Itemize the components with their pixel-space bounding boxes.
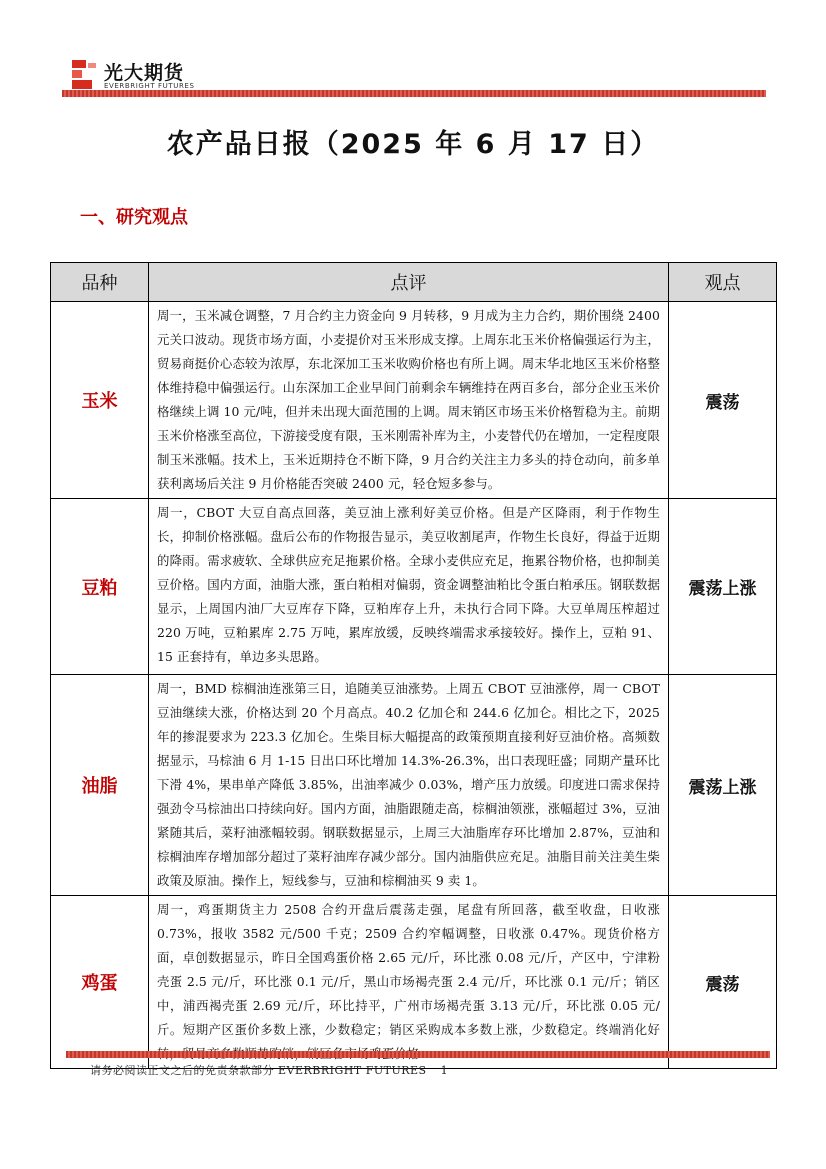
product-name: 玉米 [51, 302, 149, 499]
logo-text-cn: 光大期货 [104, 62, 185, 84]
section-heading: 一、研究观点 [80, 207, 188, 228]
table-row [51, 896, 777, 1069]
table-row [51, 302, 777, 499]
product-comment: 周一，CBOT 大豆自高点回落，美豆油上涨利好美豆价格。但是产区降雨，利于作物生长，抑制价格涨幅。盘后公布的作物报告显示，美豆收割尾声，作物生长良好，得益于近期的降雨。需求疲软、全球供应充足拖累价格。全球小麦供应充足，拖累谷物价格，也抑制美豆价格。国内方面，油脂大涨，蛋白粕相对偏弱，资金调整油粕比令蛋白粕承压。钢联数据显示，上周国内油厂大豆库存下降，豆粕库存上升，未执行合同下降。大豆单周压榨超过 220 万吨，豆粕累库 2.75 万吨，累库放缓，反映终端需求承接较好。操作上，豆粕 91、15 正套持有，单边多头思路。 [149, 499, 669, 675]
product-view: 震荡上涨 [669, 499, 777, 675]
column-header-comment: 点评 [149, 263, 669, 302]
report-title: 农产品日报（2025 年 6 月 17 日） [166, 129, 660, 160]
everbright-logo-icon [72, 60, 98, 90]
product-view: 震荡 [669, 302, 777, 499]
page-number: 1 [440, 1064, 449, 1077]
column-header-view: 观点 [669, 263, 777, 302]
product-name: 豆粕 [51, 499, 149, 675]
research-views-table [50, 262, 777, 1069]
disclaimer-text: 请务必阅读正文之后的免责条款部分 EVERBRIGHT FUTURES [90, 1064, 427, 1077]
product-comment: 周一，BMD 棕榈油连涨第三日，追随美豆油涨势。上周五 CBOT 豆油涨停，周一 CBOT 豆油继续大涨，价格达到 20 个月高点。40.2 亿加仑和 244.6 亿加仑。相比之下，2025 年的掺混要求为 223.3 亿加仑。生柴目标大幅提高的政策预期直接利好豆油价格。高频数据显示，马棕油 6 月 1-15 日出口环比增加 14.3%-26.3%，出口表现旺盛；同期产量环比下滑 4%，果串单产降低 3.85%，出油率减少 0.03%，增产压力放缓。印度进口需求保持强劲令马棕油出口持续向好。国内方面，油脂跟随走高，棕榈油领涨，涨幅超过 3%，豆油紧随其后，菜籽油涨幅较弱。钢联数据显示，上周三大油脂库存环比增加 2.87%，豆油和棕榈油库存增加部分超过了菜籽油库存减少部分。国内油脂供应充足。油脂目前关注美生柴政策及原油。操作上，短线参与，豆油和棕榈油买 9 卖 1。 [149, 675, 669, 896]
product-name: 鸡蛋 [51, 896, 149, 1069]
column-header-product: 品种 [51, 263, 149, 302]
header-rule [62, 90, 766, 97]
table-header-row [51, 263, 777, 302]
logo-text-en: EVERBRIGHT FUTURES [104, 82, 195, 90]
table-row [51, 675, 777, 896]
footer-rule [66, 1051, 770, 1058]
product-name: 油脂 [51, 675, 149, 896]
product-view: 震荡 [669, 896, 777, 1069]
product-comment: 周一，玉米减仓调整，7 月合约主力资金向 9 月转移，9 月成为主力合约，期价围绕 2400 元关口波动。现货市场方面，小麦提价对玉米形成支撑。上周东北玉米价格偏强运行为主，贸易商挺价心态较为浓厚，东北深加工玉米收购价格也有所上调。周末华北地区玉米价格整体维持稳中偏强运行。山东深加工企业早间门前剩余车辆维持在两百多台，部分企业玉米价格继续上调 10 元/吨，但并未出现大面范围的上调。周末销区市场玉米价格暂稳为主。前期玉米价格涨至高位，下游接受度有限，玉米刚需补库为主，小麦替代仍在增加，一定程度限制玉米涨幅。技术上，玉米近期持仓不断下降，9 月合约关注主力多头的持仓动向，前多单获利离场后关注 9 月价格能否突破 2400 元，轻仓短多参与。 [149, 302, 669, 499]
product-view: 震荡上涨 [669, 675, 777, 896]
product-comment: 周一，鸡蛋期货主力 2508 合约开盘后震荡走强，尾盘有所回落，截至收盘，日收涨 0.73%，报收 3582 元/500 千克；2509 合约窄幅调整，日收涨 0.47%。现货价格方面，卓创数据显示，昨日全国鸡蛋价格 2.65 元/斤，环比涨 0.08 元/斤，产区中，宁津粉壳蛋 2.5 元/斤，环比涨 0.1 元/斤，黑山市场褐壳蛋 2.4 元/斤，环比涨 0.1 元/斤；销区中，浦西褐壳蛋 2.69 元/斤，环比持平，广州市场褐壳蛋 3.13 元/斤，环比涨 0.05 元/斤。短期产区蛋价多数上涨，少数稳定；销区采购成本多数上涨，少数稳定。终端消化好 [149, 896, 669, 1069]
page-footer [90, 1062, 448, 1078]
table-row [51, 499, 777, 675]
